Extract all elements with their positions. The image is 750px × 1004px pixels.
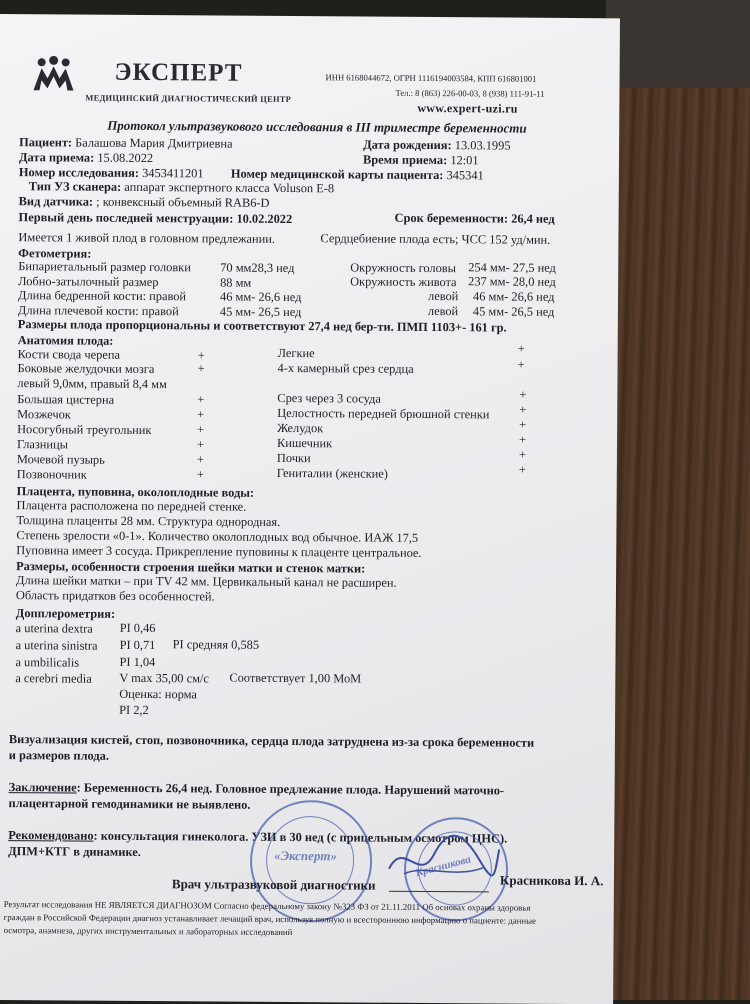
presentation-text: Имеется 1 живой плод в головном предлежании. (18, 230, 276, 246)
anatomy-right-2-mark: + (519, 387, 527, 402)
anatomy-right-0-mark: + (517, 341, 525, 356)
placenta-line-2: Толщина плаценты 28 мм. Структура однородная. (16, 513, 281, 529)
scanner-row: Тип УЗ сканера: аппарат экспертного класса Voluson E-8 (28, 179, 335, 196)
anatomy-left-4-label: Мозжечок (17, 407, 71, 422)
term-row: Срок беременности: 26,4 нед (394, 210, 555, 226)
anatomy-left-0-mark: + (197, 348, 205, 363)
doctor-name: Красникова И. А. (499, 872, 604, 889)
recommendation-line-2: ДПМ+КТГ в динамике. (8, 844, 141, 860)
placenta-line-4: Пуповина имеет 3 сосуда. Прикрепление пуповины к плаценте центральное. (16, 543, 422, 560)
signature-scribble (384, 829, 504, 890)
anatomy-right-6-mark: + (518, 447, 527, 462)
doctor-role: Врач ультразвуковой диагностики (171, 876, 376, 893)
anatomy-right-3-mark: + (519, 402, 527, 417)
femur-left-label: левой (427, 288, 459, 304)
anatomy-left-7-mark: + (196, 452, 205, 467)
doppler-pi: PI 2,2 (119, 702, 149, 718)
anatomy-left-3-mark: + (197, 392, 205, 407)
disclaimer-line-3: осмотра, анамнеза, других инструментальных и лабораторных исследований (3, 925, 293, 938)
disclaimer-line-1: Результат исследования НЕ ЯВЛЯЕТСЯ ДИАГНОЗОМ Согласно федеральному закону №323 ФЗ от 21.11.2011 Об основах охраны здоровья (3, 899, 531, 913)
protocol-title: Протокол ультразвукового исследования в III триместре беременности (107, 117, 527, 136)
anatomy-left-5-mark: + (197, 422, 205, 437)
anatomy-right-3-label: Целостность передней брюшной стенки (277, 405, 490, 422)
placenta-heading: Плацента, пуповина, околоплодные воды: (16, 484, 255, 500)
anatomy-left-4-mark: + (197, 407, 205, 422)
dob-row: Дата рождения: 13.03.1995 (363, 137, 511, 153)
anatomy-right-4-label: Желудок (277, 420, 324, 436)
anatomy-left-1-mark: + (197, 361, 205, 376)
background-dark (606, 0, 750, 88)
visualization-line-2: и размеров плода. (8, 748, 109, 763)
doppler-a3-label: a umbilicalis (15, 655, 80, 670)
doppler-assessment: Оценка: норма (119, 686, 197, 702)
cervix-line-2: Область придатков без особенностей. (15, 588, 215, 604)
conclusion-line-2: плацентарной гемодинамики не выявлено. (8, 796, 251, 812)
doppler-a2-label: a uterina sinistra (15, 638, 98, 653)
anatomy-right-5-label: Кишечник (276, 435, 333, 451)
humerus-left-value: 45 мм- 26,5 нед (472, 304, 555, 319)
bpd-label: Бипариетальный размер головки (18, 259, 191, 275)
anatomy-left-0-label: Кости свода черепа (17, 347, 121, 362)
visit-time-row: Время приема: 12:01 (362, 152, 479, 168)
doppler-a4-extra: Соответствует 1,00 МоМ (229, 670, 362, 686)
placenta-line-1: Плацента расположена по передней стенке. (16, 498, 247, 514)
card-number-row: Номер медицинской карты пациента: 345341 (230, 166, 484, 183)
anatomy-left-5-label: Носогубный треугольник (17, 422, 152, 438)
hc-value: 254 мм- 27,5 нед (468, 260, 556, 275)
anatomy-left-8-label: Позвоночник (16, 467, 87, 482)
anatomy-left-3-label: Большая цистерна (17, 392, 115, 407)
femur-right-value: 46 мм- 26,6 нед (219, 289, 302, 305)
visualization-line-1: Визуализация кистей, стоп, позвоночника, сердца плода затруднена из-за срока беременности (8, 732, 535, 750)
doppler-a4-label: a cerebri media (15, 671, 92, 686)
logo-wordmark: ЭКСПЕРТ (114, 58, 243, 87)
ac-value: 237 мм- 28,0 нед (468, 274, 556, 289)
anatomy-right-0-label: Легкие (277, 345, 315, 361)
anatomy-right-4-mark: + (519, 417, 527, 432)
exam-number-row: Номер исследования: 3453411201 (18, 165, 204, 181)
bpd-value: 70 мм28,3 нед (220, 260, 295, 276)
doppler-heading: Допплерометрия: (15, 606, 116, 621)
anatomy-left-2-label: левый 9,0мм, правый 8,4 мм (17, 376, 167, 392)
doppler-a1-label: a uterina dextra (15, 621, 93, 636)
anatomy-right-2-label: Срез через 3 сосуда (277, 390, 381, 406)
anatomy-right-1-mark: + (517, 357, 525, 372)
doppler-a4-value: V max 35,00 см/с (119, 670, 209, 686)
logo-subtitle: МЕДИЦИНСКИЙ ДИАГНОСТИЧЕСКИЙ ЦЕНТР (85, 93, 292, 105)
wooden-surface (606, 88, 750, 1000)
anatomy-right-7-mark: + (518, 462, 526, 477)
ofd-value: 88 мм (220, 275, 252, 290)
center-stamp: «Эксперт» (250, 800, 373, 923)
femur-left-value: 46 мм- 26,6 нед (472, 289, 555, 304)
doppler-a2-value: PI 0,71 (119, 637, 156, 653)
recommendation-line-1: Рекомендовано: консультация гинеколога. УЗИ в 30 нед (с прицельным осмотром ЦНС). (8, 828, 508, 846)
anatomy-left-1-label: Боковые желудочки мозга (17, 361, 155, 377)
anatomy-left-8-mark: + (196, 467, 204, 482)
heartbeat-text: Сердцебиение плода есть; ЧСС 152 уд/мин. (320, 231, 551, 247)
anatomy-left-6-label: Глазницы (16, 437, 69, 452)
placenta-line-3: Степень зрелости «0-1». Количество околоплодных вод обычное. ИАЖ 17,5 (16, 528, 419, 545)
anatomy-left-7-label: Мочевой пузырь (16, 452, 105, 467)
ofd-label: Лобно-затылочный размер (18, 274, 159, 290)
anatomy-right-6-label: Почки (276, 450, 311, 466)
ac-label: Окружность живота (350, 274, 457, 290)
document-sheet (0, 14, 620, 1004)
probe-row: Вид датчика: ; конвексный объемный RAB6-D (18, 194, 270, 210)
website: www.expert-uzi.ru (417, 100, 518, 116)
cervix-heading: Размеры, особенности строения шейки матки и стенок матки: (16, 559, 366, 576)
disclaimer-line-2: граждан в Российской Федерации диагноз устанавливает лечащий врач, используя полную и всестороннюю информацию о пациенте: данные (3, 912, 536, 926)
cervix-line-1: Длина шейки матки – при TV 42 мм. Цервикальный канал не расширен. (15, 573, 397, 590)
lmp-row: Первый день последней менструации: 10.02.2022 (18, 210, 293, 227)
anatomy-right-5-mark: + (518, 432, 527, 447)
fetometry-conclusion: Размеры плода пропорциональны и соответствуют 27,4 нед бер-ти. ПМП 1103+- 161 гр. (17, 317, 507, 335)
phones: Тел.: 8 (863) 226-00-03, 8 (938) 111-91-11 (395, 87, 545, 99)
requisites: ИНН 6168044672, ОГРН 1116194003584, КПП 616801001 (325, 72, 537, 84)
hc-label: Окружность головы (350, 260, 457, 276)
doctor-stamp: Красникова (393, 806, 520, 933)
humerus-label: Длина плечевой кости: правой (17, 303, 179, 319)
anatomy-right-7-label: Гениталии (женские) (276, 465, 388, 481)
anatomy-heading: Анатомия плода: (17, 333, 114, 348)
conclusion-line-1: Заключение: Беременность 26,4 нед. Головное предлежание плода. Нарушений маточно- (8, 780, 505, 798)
femur-label: Длина бедренной кости: правой (17, 288, 187, 304)
patient-row: Пациент: Балашова Мария Дмитриевна (19, 135, 233, 151)
doppler-a3-value: PI 1,04 (119, 654, 156, 670)
fetometry-heading: Фетометрия: (18, 246, 92, 261)
visit-date-row: Дата приема: 15.08.2022 (18, 150, 154, 166)
humerus-right-value: 45 мм- 26,5 нед (219, 304, 302, 320)
doppler-a2-extra: PI средняя 0,585 (172, 637, 260, 652)
anatomy-left-6-mark: + (196, 437, 205, 452)
anatomy-right-1-label: 4-х камерный срез сердца (277, 360, 414, 376)
logo-people-icon (29, 54, 77, 94)
humerus-left-label: левой (427, 303, 459, 319)
doppler-a1-value: PI 0,46 (119, 620, 156, 636)
